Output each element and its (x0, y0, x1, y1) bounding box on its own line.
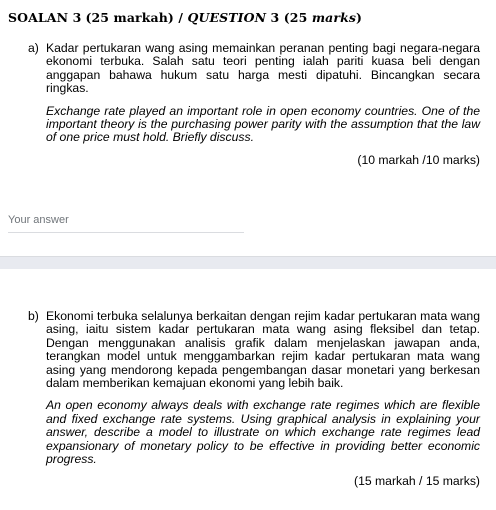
marks-word: marks (311, 10, 356, 25)
question-a-body (46, 42, 480, 167)
question-a-english: Exchange rate played an important role in open economy countries. One of the important theory is the purchasing power parity with the assumption that the law of one price must hold. Briefly discuss. (46, 103, 480, 145)
question-b-english: An open economy always deals with exchange rate regimes which are flexible and fixed exchange rate systems. Using graphical analysis in explaining your answer, describe a model to illustrate on which exchange rate regimes lead expansionary of monetary policy to be effective in providing better economic progress. (46, 398, 480, 467)
question-b-label: b) (28, 309, 39, 323)
question-label: QUESTION (187, 10, 267, 25)
question-a (18, 42, 480, 167)
question-b-body (46, 310, 480, 489)
question-a-marks: (10 markah /10 marks) (357, 152, 480, 167)
soalan-label: SOALAN 3 (8, 10, 82, 25)
section-heading (8, 10, 362, 25)
answer-underline (8, 232, 244, 233)
question-a-label: a) (28, 41, 39, 55)
answer-input[interactable]: Your answer (8, 214, 69, 226)
section-divider (0, 256, 496, 269)
question-card-b (0, 269, 496, 510)
question-b (18, 310, 480, 489)
question-b-marks: (15 markah / 15 marks) (354, 474, 480, 489)
question-b-malay: Ekonomi terbuka selalunya berkaitan dengan rejim kadar pertukaran mata wang asing, iaitu sistem kadar pertukaran mata wang asing fleksibel dan tetap. Dengan menggunakan analisis grafik dalam menjelaskan jawapan anda, terangkan model untuk menggambarkan rejim kadar pertukaran mata wang asing yang mendorong kepada pengembangan dasar monetari yang berkesan dalam memberikan kemajuan ekonomi yang lebih baik. (46, 309, 480, 391)
heading-close: ) (355, 10, 362, 25)
question-a-malay: Kadar pertukaran wang asing memainkan peranan penting bagi negara-negara ekonomi terbuka. Salah satu teori penting ialah pariti kuasa beli dengan anggapan bahawa hukum satu harga mesti dipatuhi. Bincangkan secara ringkas. (46, 41, 480, 96)
soalan-marks: (25 markah) / (85, 10, 188, 25)
question-number: 3 (25 (266, 10, 312, 25)
